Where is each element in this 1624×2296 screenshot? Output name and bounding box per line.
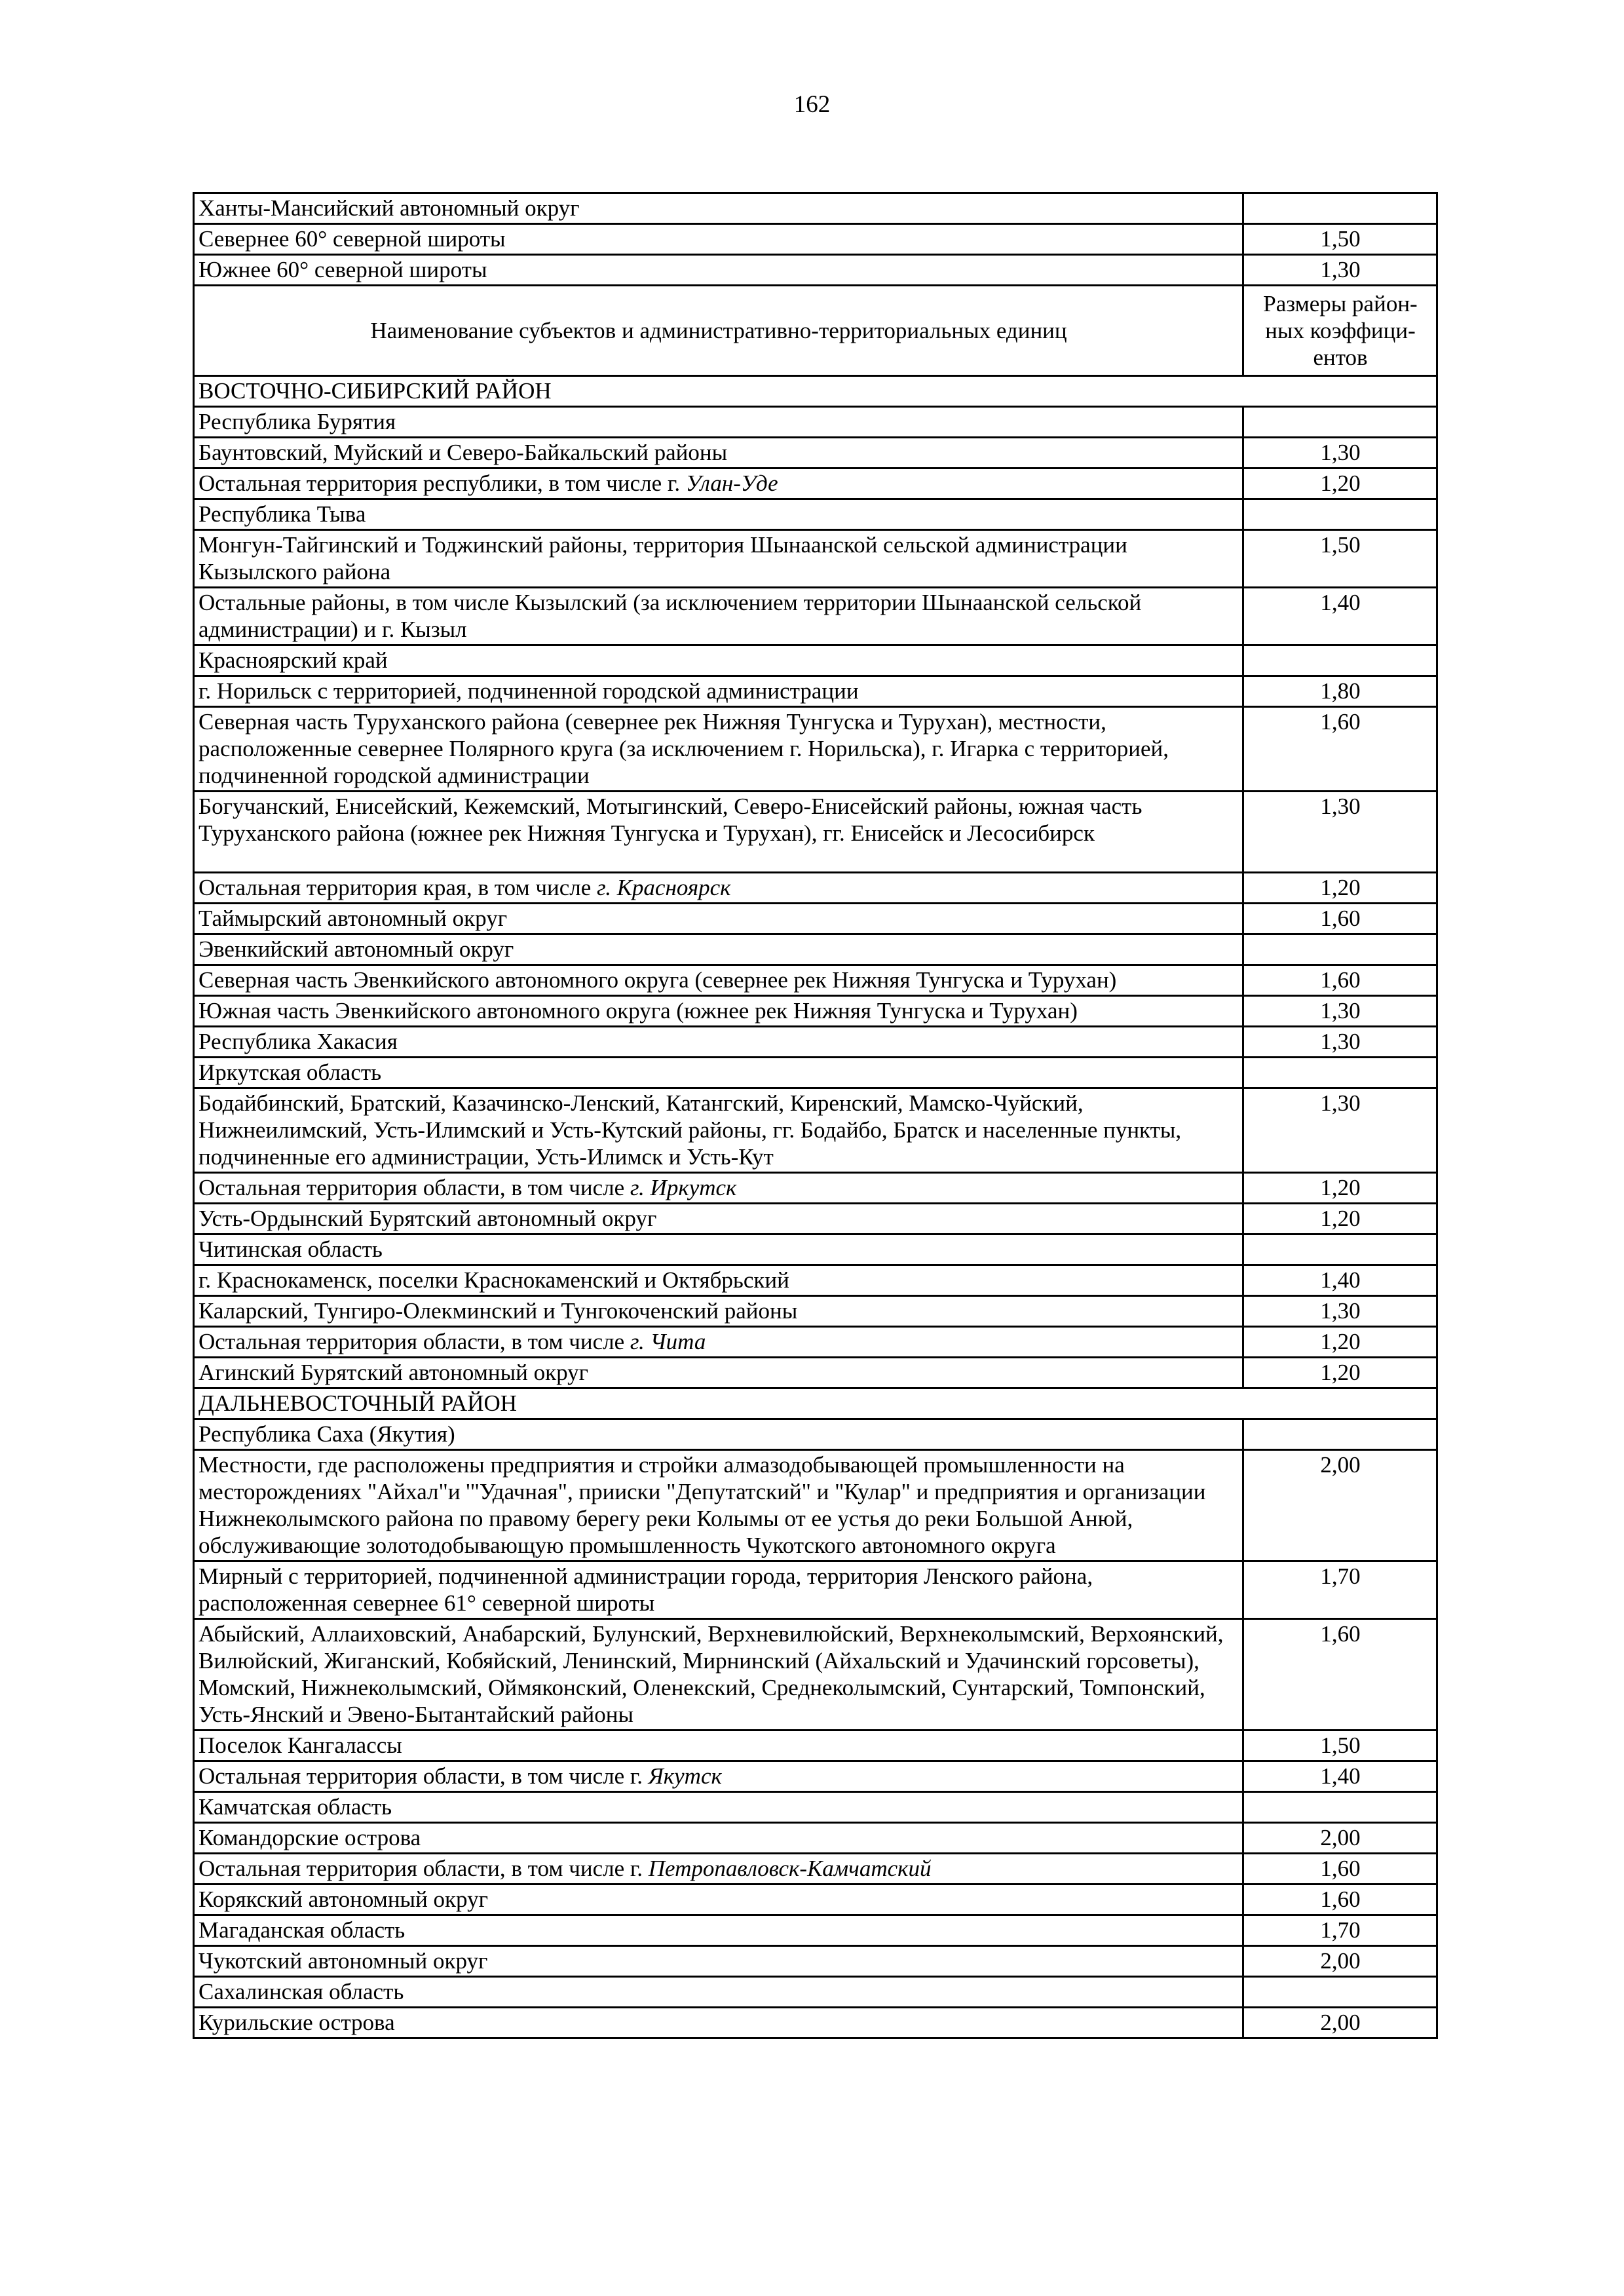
coefficient-value: 1,40 [1243,1761,1437,1792]
territory-name-cell [194,1731,1243,1761]
territory-name-cell [194,530,1243,588]
territory-name-cell [194,1058,1243,1088]
coefficient-value: 1,30 [1243,1088,1437,1173]
territory-name-cell [194,965,1243,996]
territory-name-cell [194,499,1243,530]
territory-name-cell [194,407,1243,438]
table-row [194,1761,1437,1792]
table-row [194,224,1437,255]
territory-name-italic: Петропавловск-Камчатский [648,1856,932,1881]
table-body [194,193,1437,2038]
coefficient-value [1243,193,1437,224]
coefficient-value [1243,499,1437,530]
territory-name: Камчатская область [198,1794,392,1820]
territory-name-cell [194,1265,1243,1296]
territory-name: Остальная территория края, в том числе [198,875,597,900]
territory-name-cell [194,873,1243,904]
territory-name-cell [194,1561,1243,1619]
territory-name: Местности, где расположены предприятия и стройки алмазодобывающей промышленности на месторождениях "Айхал"и '"Удачная", прииски "Депутатский" и "Кулар" и предприятия и организации Нижнеколымского района по правому берегу реки Колымы от ее устья до реки Большой Анюй, обслуживающие золотодобывающую промышленность Чукотского автономного округа [198,1452,1206,1558]
table-row [194,1088,1437,1173]
territory-name-cell [194,792,1243,873]
territory-name: Богучанский, Енисейский, Кежемский, Мотыгинский, Северо-Енисейский районы, южная часть Туруханского района (южнее рек Нижняя Тунгуска и Турухан), гг. Енисейск и Лесосибирск [198,794,1142,846]
territory-name-cell [194,707,1243,792]
table-row [194,1234,1437,1265]
territory-name-cell [194,1619,1243,1731]
coefficient-value: 2,00 [1243,1823,1437,1854]
territory-name: Остальная территория области, в том числе г. [198,1763,649,1789]
coefficient-value: 1,30 [1243,1296,1437,1327]
table-row [194,1296,1437,1327]
territory-name: Республика Бурятия [198,409,396,434]
table-row [194,1327,1437,1358]
region-row [194,1388,1437,1419]
territory-name-italic: Улан-Уде [685,470,778,496]
territory-name: Поселок Кангалассы [198,1732,402,1758]
table-row [194,588,1437,645]
coefficient-value: 1,30 [1243,1027,1437,1058]
header-name: Наименование субъектов и административно-территориальных единиц [194,286,1243,376]
region-row [194,376,1437,407]
territory-name-cell [194,1027,1243,1058]
territory-name-cell [194,469,1243,499]
coefficient-value: 2,00 [1243,1946,1437,1977]
table-row [194,407,1437,438]
territory-name: Абыйский, Аллаиховский, Анабарский, Булунский, Верхневилюйский, Верхнеколымский, Верхоянский, Вилюйский, Жиганский, Кобяйский, Ленинский, Мирнинский (Айхальский и Удачинский горсоветы), Момский, Нижнеколымский, Оймяконский, Оленекский, Среднеколымский, Сунтарский, Томпонский, Усть-Янский и Эвено-Бытантайский районы [198,1621,1224,1727]
coefficient-value: 1,20 [1243,1327,1437,1358]
territory-name: Остальная территория республики, в том числе г. [198,470,686,496]
territory-name-italic: г. Иркутск [630,1175,737,1200]
table-row [194,1450,1437,1561]
territory-name-cell [194,1296,1243,1327]
table-row [194,1885,1437,1915]
territory-name: Баунтовский, Муйский и Северо-Байкальский районы [198,440,728,465]
territory-name: г. Норильск с территорией, подчиненной городской администрации [198,678,859,704]
territory-name-cell [194,2008,1243,2038]
territory-name-cell [194,224,1243,255]
territory-name-cell [194,1915,1243,1946]
coefficient-value: 2,00 [1243,2008,1437,2038]
territory-name-cell [194,1977,1243,2008]
coefficient-value [1243,1792,1437,1823]
table-row [194,1027,1437,1058]
coefficient-value [1243,934,1437,965]
coefficient-value: 1,50 [1243,224,1437,255]
table-row [194,645,1437,676]
territory-name: Эвенкийский автономный округ [198,936,514,962]
coefficient-value: 1,20 [1243,469,1437,499]
territory-name: Бодайбинский, Братский, Казачинско-Ленский, Катангский, Киренский, Мамско-Чуйский, Нижнеилимский, Усть-Илимский и Усть-Кутский районы, гг. Бодайбо, Братск и населенные пункты, подчиненные его администрации, Усть-Илимск и Усть-Кут [198,1090,1182,1170]
territory-name-cell [194,193,1243,224]
table-row [194,469,1437,499]
table-row [194,996,1437,1027]
territory-name-cell [194,1173,1243,1204]
territory-name: Мирный с территорией, подчиненной администрации города, территория Ленского района, расположенная севернее 61° северной широты [198,1563,1093,1616]
coefficient-value: 1,30 [1243,438,1437,469]
territory-name: Читинская область [198,1236,383,1262]
coefficient-value: 2,00 [1243,1450,1437,1561]
territory-name-cell [194,1327,1243,1358]
territory-name: Курильские острова [198,2010,395,2035]
territory-name-cell [194,1358,1243,1388]
table-row [194,1792,1437,1823]
table-row [194,676,1437,707]
table-row [194,438,1437,469]
coefficient-value: 1,20 [1243,1204,1437,1234]
territory-name: Северная часть Туруханского района (севернее рек Нижняя Тунгуска и Турухан), местности, расположенные севернее Полярного круга (за исключением г. Норильска), г. Игарка с территорией, подчиненной городской администрации [198,709,1169,788]
table-row [194,1915,1437,1946]
territory-name-italic: г. Чита [630,1329,706,1354]
territory-name-cell [194,1450,1243,1561]
territory-name: Командорские острова [198,1825,421,1850]
coefficient-value: 1,30 [1243,792,1437,873]
territory-name: Корякский автономный округ [198,1886,488,1912]
territory-name: Республика Саха (Якутия) [198,1421,455,1447]
table-row [194,873,1437,904]
territory-name: Южнее 60° северной широты [198,257,487,282]
coefficient-value [1243,1058,1437,1088]
coefficient-value: 1,30 [1243,996,1437,1027]
territory-name: г. Краснокаменск, поселки Краснокаменский и Октябрьский [198,1267,789,1293]
header-coefficient: Размеры район-ных коэффици-ентов [1243,286,1437,376]
table-row [194,1358,1437,1388]
territory-name-cell [194,645,1243,676]
coefficient-value: 1,60 [1243,707,1437,792]
territory-name-cell [194,934,1243,965]
table-row [194,1854,1437,1885]
territory-name: Магаданская область [198,1917,406,1943]
table-row [194,1173,1437,1204]
territory-name: Республика Тыва [198,501,366,527]
table-row [194,965,1437,996]
page-number: 162 [793,91,831,118]
territory-name-cell [194,1234,1243,1265]
coefficient-value: 1,40 [1243,1265,1437,1296]
table-row [194,1731,1437,1761]
coefficient-value: 1,40 [1243,588,1437,645]
table-row [194,1058,1437,1088]
table-row [194,1204,1437,1234]
territory-name-cell [194,1204,1243,1234]
coefficient-value [1243,645,1437,676]
territory-name: Каларский, Тунгиро-Олекминский и Тунгокоченский районы [198,1298,798,1324]
territory-name-cell [194,1792,1243,1823]
coefficient-value: 1,80 [1243,676,1437,707]
coefficient-value: 1,30 [1243,255,1437,286]
table-row [194,499,1437,530]
table-row [194,193,1437,224]
territory-name: Севернее 60° северной широты [198,226,506,252]
coefficient-value: 1,60 [1243,1885,1437,1915]
coefficient-value: 1,20 [1243,873,1437,904]
region-title: ВОСТОЧНО-СИБИРСКИЙ РАЙОН [194,376,1437,407]
table-row [194,1419,1437,1450]
territory-name: Чукотский автономный округ [198,1948,488,1974]
coefficient-value: 1,60 [1243,904,1437,934]
territory-name: Монгун-Тайгинский и Тоджинский районы, территория Шынаанской сельской администрации Кызылского района [198,532,1127,584]
territory-name-cell [194,1419,1243,1450]
coefficient-value [1243,1977,1437,2008]
territory-name-italic: Якутск [648,1763,722,1789]
territory-name-cell [194,904,1243,934]
coefficient-value: 1,50 [1243,1731,1437,1761]
territory-name: Северная часть Эвенкийского автономного округа (севернее рек Нижняя Тунгуска и Турухан) [198,967,1117,993]
territory-name: Красноярский край [198,647,388,673]
coefficient-value: 1,20 [1243,1358,1437,1388]
coefficient-value [1243,1419,1437,1450]
coefficients-table [193,192,1438,2039]
territory-name-cell [194,1946,1243,1977]
coefficient-value: 1,60 [1243,1854,1437,1885]
territory-name: Остальная территория области, в том числе [198,1329,630,1354]
table-row [194,530,1437,588]
territory-name: Агинский Бурятский автономный округ [198,1360,588,1385]
table-row [194,1946,1437,1977]
territory-name: Таймырский автономный округ [198,906,508,931]
territory-name-cell [194,1088,1243,1173]
table-row [194,255,1437,286]
territory-name-cell [194,1885,1243,1915]
coefficient-value: 1,20 [1243,1173,1437,1204]
territory-name: Остальная территория области, в том числе г. [198,1856,649,1881]
territory-name: Остальные районы, в том числе Кызылский (за исключением территории Шынаанской сельской администрации) и г. Кызыл [198,590,1142,642]
table-row [194,1977,1437,2008]
territory-name: Южная часть Эвенкийского автономного округа (южнее рек Нижняя Тунгуска и Турухан) [198,998,1078,1024]
territory-name: Усть-Ордынский Бурятский автономный округ [198,1206,657,1231]
table-row [194,1619,1437,1731]
territory-name-cell [194,676,1243,707]
coefficient-value [1243,1234,1437,1265]
table-row [194,707,1437,792]
coefficient-value: 1,70 [1243,1561,1437,1619]
table-header-row [194,286,1437,376]
coefficient-value: 1,50 [1243,530,1437,588]
territory-name-cell [194,1854,1243,1885]
region-title: ДАЛЬНЕВОСТОЧНЫЙ РАЙОН [194,1388,1437,1419]
table-row [194,792,1437,873]
territory-name: Ханты-Мансийский автономный округ [198,195,580,221]
territory-name-cell [194,1823,1243,1854]
territory-name-cell [194,255,1243,286]
territory-name-cell [194,996,1243,1027]
coefficient-value: 1,60 [1243,965,1437,996]
territory-name-italic: г. Красноярск [597,875,731,900]
territory-name-cell [194,438,1243,469]
coefficient-value: 1,70 [1243,1915,1437,1946]
table-row [194,1265,1437,1296]
table-row [194,1561,1437,1619]
territory-name-cell [194,588,1243,645]
territory-name: Иркутская область [198,1060,382,1085]
territory-name: Республика Хакасия [198,1029,398,1054]
coefficient-value [1243,407,1437,438]
table-row [194,934,1437,965]
table-row [194,1823,1437,1854]
table-row [194,2008,1437,2038]
territory-name: Остальная территория области, в том числе [198,1175,630,1200]
territory-name: Сахалинская область [198,1979,404,2004]
coefficient-value: 1,60 [1243,1619,1437,1731]
territory-name-cell [194,1761,1243,1792]
table-row [194,904,1437,934]
